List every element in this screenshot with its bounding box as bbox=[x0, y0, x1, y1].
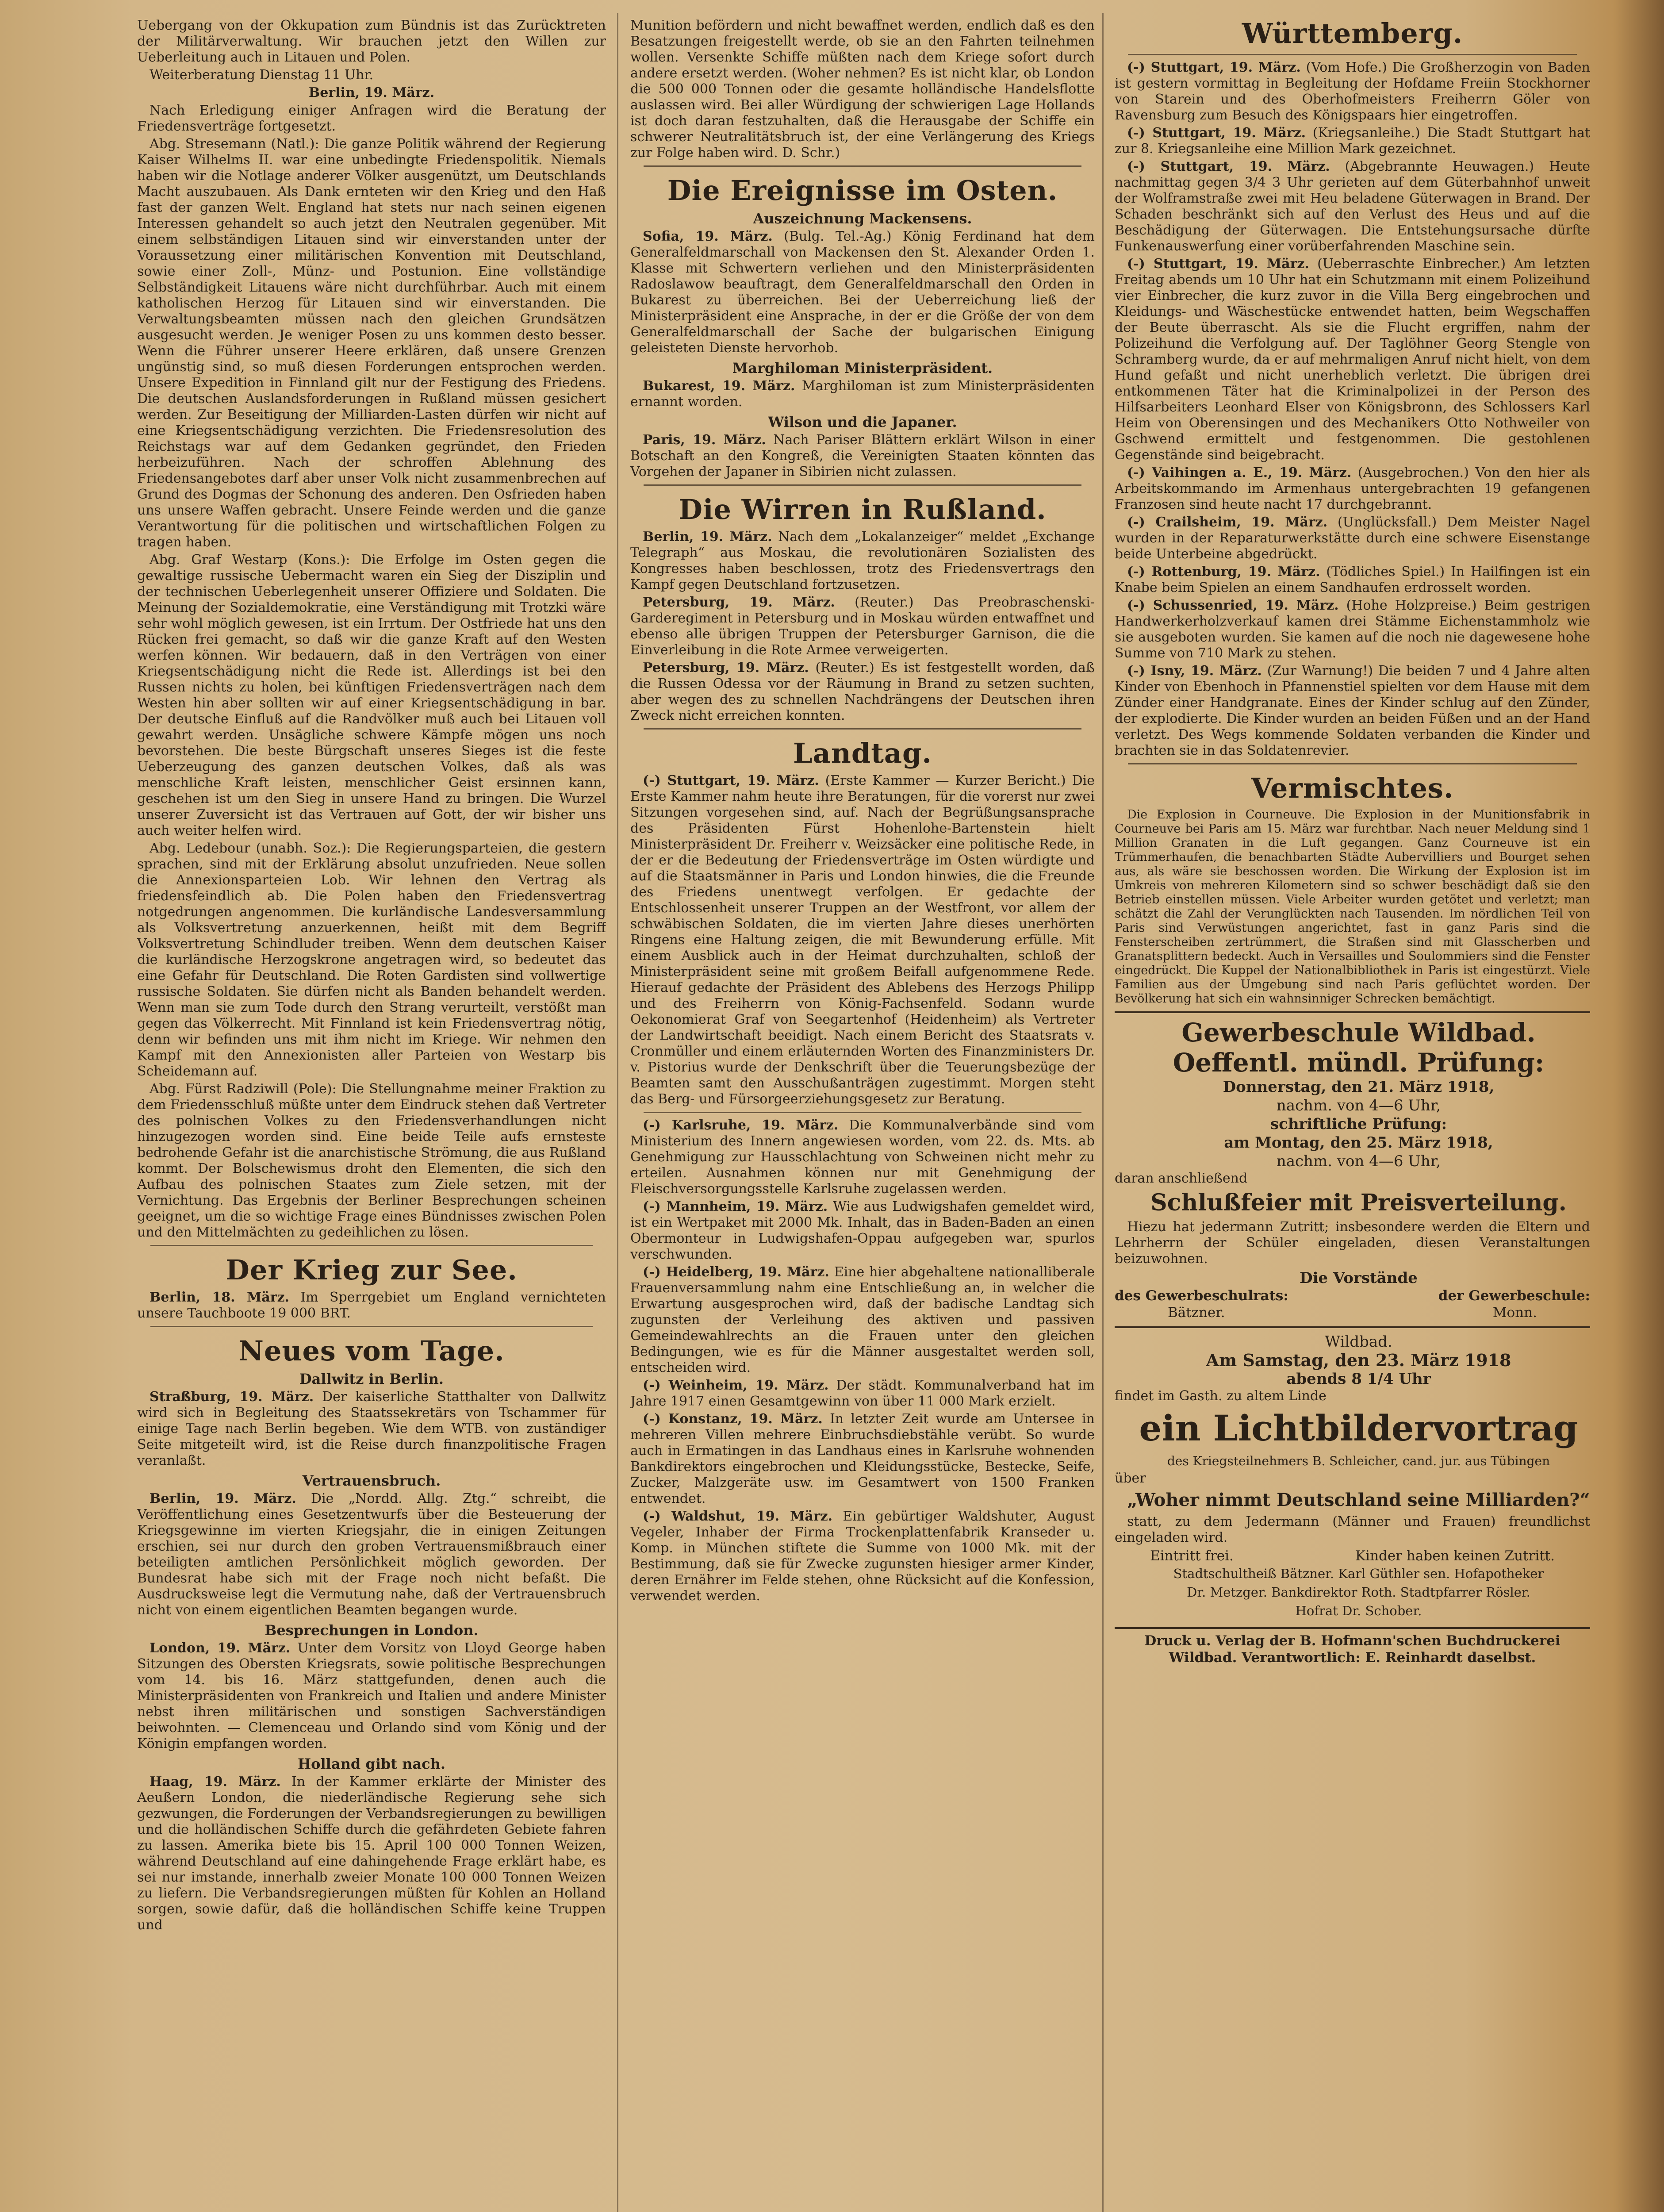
ad-signature-right: der Gewerbeschule: bbox=[1438, 1288, 1590, 1304]
article-text: Uebergang von der Okkupation zum Bündnis ist das Zurücktreten der Militärverwaltung. Wir brauchen jetzt den Willen zur Ueberleitung auch in Litauen und Polen. bbox=[137, 18, 606, 65]
section-heading: Die Ereignisse im Osten. bbox=[667, 174, 1058, 207]
ad-names: Dr. Metzger. Bankdirektor Roth. Stadtpfarrer Rösler. bbox=[1187, 1585, 1530, 1600]
article-text: (Kriegsanleihe.) Die Stadt Stuttgart hat zur 8. Kriegsanleihe eine Million Mark gezeichnet. bbox=[1115, 125, 1590, 157]
subheading: Auszeichnung Mackensens. bbox=[753, 210, 972, 227]
dateline: Berlin, 19. März. bbox=[308, 85, 435, 100]
dateline: (-) Heidelberg, 19. März. bbox=[643, 1264, 829, 1280]
column-rule bbox=[1102, 13, 1104, 2212]
ad-line: Wildbad. bbox=[1325, 1333, 1392, 1351]
dateline: (-) Stuttgart, 19. März. bbox=[643, 773, 819, 788]
dateline: (-) Vaihingen a. E., 19. März. bbox=[1127, 465, 1352, 480]
section-heading: Der Krieg zur See. bbox=[226, 1254, 518, 1286]
dateline: (-) Rottenburg, 19. März. bbox=[1127, 564, 1320, 580]
subheading: Vertrauensbruch. bbox=[302, 1472, 441, 1489]
column-right bbox=[1115, 18, 1590, 2212]
ad-entry-row bbox=[1115, 1548, 1590, 1564]
ad-line: Hiezu hat jedermann Zutritt; insbesondere werden die Eltern und Lehrherrn der Schüler eingeladen, diesen Veranstaltungen beizuwohnen. bbox=[1115, 1219, 1590, 1267]
ad-names: Hofrat Dr. Schober. bbox=[1295, 1603, 1422, 1618]
ad-names: Stadtschultheiß Bätzner. Karl Güthler sen. Hofapotheker bbox=[1173, 1566, 1544, 1581]
divider bbox=[644, 484, 1081, 486]
dateline: Sofia, 19. März. bbox=[643, 229, 773, 244]
article-text: (Ueberraschte Einbrecher.) Am letzten Freitag abends um 10 Uhr hat ein Schutzmann mit einem Polizeihund vier Einbrecher, die kurz zuvor in die Villa Berg eingebrochen und Kleidungs- und Wäschestücke entwendet hatten, beim Wegschaffen der Beute überrascht. Als sie die Flucht ergriffen, nahm der Polizeihund die Verfolgung auf. Der Taglöhner Georg Stengle von Schramberg wurde, da er auf mehrmaligen Anruf nicht hielt, von dem Hund gefaßt und nicht unerheblich verletzt. Die übrigen drei entkommenen Täter hat die Kriminalpolizei in der Person des Hilfsarbeiters Leonhard Elser von Königsbronn, des Schlossers Karl Heim von Oberensingen und des Mechanikers Otto Nothweiler von Gschwend ermittelt und festgenommen. Die gestohlenen Gegenstände sind beigebracht. bbox=[1115, 256, 1590, 463]
dateline: Haag, 19. März. bbox=[150, 1774, 281, 1790]
article-text: Marghiloman ist zum Ministerpräsidenten ernannt worden. bbox=[630, 378, 1095, 410]
ad-line: Donnerstag, den 21. März 1918, bbox=[1223, 1078, 1495, 1096]
ad-highlight: „Woher nimmt Deutschland seine Milliarden?“ bbox=[1127, 1490, 1590, 1510]
dateline: London, 19. März. bbox=[150, 1640, 291, 1656]
ad-signature-left: des Gewerbeschulrats: bbox=[1115, 1288, 1288, 1304]
dateline: (-) Crailsheim, 19. März. bbox=[1127, 515, 1328, 530]
dateline: Berlin, 19. März. bbox=[150, 1491, 296, 1506]
article-text: Eine hier abgehaltene nationalliberale Frauenversammlung nahm eine Entschließung an, in welcher die Erwartung ausgesprochen wird, daß der badische Landtag sich zugunsten der Verleihung des aktiven und passiven Gemeindewahlrechts an die Frauen unter den gleichen Bedingungen, wie es für die Männer ausgestaltet werden soll, entscheiden wird. bbox=[630, 1264, 1095, 1375]
article-text: Weiterberatung Dienstag 11 Uhr. bbox=[150, 67, 374, 83]
divider bbox=[1128, 54, 1577, 55]
article-text: Ein gebürtiger Waldshuter, August Vegeler, Inhaber der Firma Trockenplattenfabrik Kranseder u. Komp. in München stiftete die Summe von 1000 Mk. mit der Bestimmung, daß sie für Zwecke zugunsten hiesiger armer Kinder, deren Ernährer im Felde stehen, ohne Rücksicht auf die Konfession, verwendet werden. bbox=[630, 1509, 1095, 1604]
dateline: Berlin, 19. März. bbox=[643, 529, 772, 545]
dateline: (-) Karlsruhe, 19. März. bbox=[643, 1118, 839, 1133]
article-text: Nach Pariser Blättern erklärt Wilson in einer Botschaft an den Kongreß, die Vereinigten Staaten könnten das Vorgehen der Japaner in Sibirien nicht zulassen. bbox=[630, 432, 1095, 480]
dateline: Berlin, 18. März. bbox=[150, 1290, 289, 1305]
ad-line: schriftliche Prüfung: bbox=[1270, 1115, 1447, 1133]
article-text: (Tödliches Spiel.) In Hailfingen ist ein Knabe beim Spielen an einem Sandhaufen erdrosselt worden. bbox=[1115, 564, 1590, 595]
ad-line: am Montag, den 25. März 1918, bbox=[1224, 1134, 1493, 1152]
dateline: Petersburg, 19. März. bbox=[643, 595, 835, 610]
ad-line: statt, zu dem Jedermann (Männer und Frauen) freundlichst eingeladen wird. bbox=[1115, 1514, 1590, 1545]
article-text: Abg. Ledebour (unabh. Soz.): Die Regierungsparteien, die gestern sprachen, sind mit der Erklärung absolut unzufrieden. Neue sollen die Annexionsparteien Lob. Wir lehnen den Vertrag als friedensfeindlich ab. Die Polen haben den Friedensvertrag notgedrungen angenommen. Die kurländische Landesversammlung als Volksvertretung anzuerkennen, heißt mit dem Begriff Volksvertretung Schindluder treiben. Wenn dem deutschen Kaiser die kurländische Herzogskrone angetragen wird, so bedeutet das eine Gefahr für Deutschland. Die Roten Gardisten sind vollwertige russische Soldaten. Sie dürfen nicht als Banden behandelt werden. Wenn man sie zum Tode durch den Strang verurteilt, verstößt man gegen das Völkerrecht. Mit Finnland ist kein Friedensvertrag nötig, denn wir befinden uns mit ihm nicht im Kriege. Wir nehmen den Kampf mit den Annexionisten aller Parteien von Westarp bis Scheidemann auf. bbox=[137, 841, 606, 1079]
column-middle bbox=[630, 18, 1095, 2212]
dateline: (-) Konstanz, 19. März. bbox=[643, 1411, 823, 1427]
article-text: Der kaiserliche Statthalter von Dallwitz wird sich in Begleitung des Staatssekretärs von Tschammer für einige Tage nach Berlin begeben. Wie dem WTB. von zuständiger Seite mitgeteilt wird, ist die Reise durch finanzpolitische Fragen veranlaßt. bbox=[137, 1389, 606, 1468]
article-text: Munition befördern und nicht bewaffnet werden, endlich daß es den Besatzungen freigestellt werde, ob sie an den Fahrten teilnehmen wollen. Versenkte Schiffe müßten nach dem Kriege sofort durch andere ersetzt werden. (Woher nehmen? Es ist nicht klar, ob London die 500 000 Tonnen oder die gesamte holländische Handelsflotte auslassen wird. Bei aller Würdigung der schwierigen Lage Hollands ist doch daran festzuhalten, daß die Herausgabe der Schiffe ein schwerer Neutralitätsbruch ist, der eine Verlängerung des Kriegs zur Folge haben wird. D. Schr.) bbox=[630, 18, 1095, 161]
dateline: Petersburg, 19. März. bbox=[643, 660, 809, 676]
subheading: Marghiloman Ministerpräsident. bbox=[732, 360, 993, 376]
divider bbox=[644, 1112, 1081, 1113]
ad-line: Am Samstag, den 23. März 1918 bbox=[1206, 1350, 1511, 1370]
ad-signature-row bbox=[1115, 1287, 1590, 1304]
dateline: (-) Stuttgart, 19. März. bbox=[1127, 125, 1306, 141]
section-heading: Die Wirren in Rußland. bbox=[679, 493, 1047, 526]
divider bbox=[150, 1245, 593, 1246]
subheading: Wilson und die Japaner. bbox=[768, 414, 957, 430]
article-text: Nach Erledigung einiger Anfragen wird die Beratung der Friedensverträge fortgesetzt. bbox=[137, 103, 606, 134]
dateline: (-) Isny, 19. März. bbox=[1127, 663, 1262, 679]
section-heading: Vermischtes. bbox=[1251, 772, 1454, 804]
dateline: (-) Stuttgart, 19. März. bbox=[1127, 256, 1309, 272]
subheading: Dallwitz in Berlin. bbox=[299, 1371, 444, 1387]
dateline: Straßburg, 19. März. bbox=[150, 1389, 314, 1405]
dateline: (-) Mannheim, 19. März. bbox=[643, 1199, 828, 1214]
ad-line: nachm. von 4—6 Uhr, bbox=[1276, 1097, 1441, 1114]
article-text: (Reuter.) Das Preobraschenski-Garderegiment in Petersburg und in Moskau würden entwaffnet und ebenso alle übrigen Truppen der Petersburger Garnison, die die Einverleibung in die Rote Armee verweigerten. bbox=[630, 595, 1095, 658]
column-rule bbox=[617, 13, 618, 2212]
article-text: (Erste Kammer — Kurzer Bericht.) Die Erste Kammer nahm heute ihre Beratungen, für die vorerst nur zwei Sitzungen vorgesehen sind, auf. Nach der Begrüßungsansprache des Präsidenten Fürst Hohenlohe-Bartenstein hielt Ministerpräsident Dr. Freiherr v. Weizsäcker eine politische Rede, in der er die Bedeutung der Friedensverträge im Osten würdigte und auf die Staatsmänner in Paris und London hinwies, die die Freunde des Friedens unentwegt verfolgen. Er gedachte der Entschlossenheit unserer Truppen an der Westfront, vor allem der schwäbischen Soldaten, die im vierten Jahre dieses unerhörten Ringens eine Haltung zeigen, die mit Bewunderung erfülle. Mit einem Ausblick auch in der Heimat durchzuhalten, schloß der Ministerpräsident seine mit großem Beifall aufgenommene Rede. Hierauf gedachte der Präsident des Ablebens des Herzogs Philipp und des Freiherrn von König-Fachsenfeld. Sodann wurde Oekonomierat Graf von Seegartenhof (Heidenheim) als Vertreter der Landwirtschaft beeidigt. Nach einem Bericht des Staatsrats v. Cronmüller und einem erläuternden Worten des Finanzministers Dr. v. Pistorius wurde der Denkschrift über die Teuerungsbezüge der Beamten samt den Ausschußanträgen zugestimmt. Morgen steht das Berg- und Fürsorgeerziehungsgesetz zur Beratung. bbox=[630, 773, 1095, 1107]
advertisement-lichtbildervortrag bbox=[1115, 1326, 1590, 1620]
ad-line: nachm. von 4—6 Uhr, bbox=[1276, 1152, 1441, 1170]
article-text: Im Sperrgebiet um England vernichteten unsere Tauchboote 19 000 BRT. bbox=[137, 1290, 606, 1321]
article-text: (Zur Warnung!) Die beiden 7 und 4 Jahre alten Kinder von Ebenhoch in Pfannenstiel spielten vor dem Hause mit dem Zünder einer Handgranate. Eines der Kinder schlug auf den Zünder, der explodierte. Die Kinder wurden an beiden Füßen und an der Hand verletzt. Des Wegs kommende Soldaten verbanden die Kinder und brachten sie in das Soldatenrevier. bbox=[1115, 663, 1590, 758]
article-text: Der städt. Kommunalverband hat im Jahre 1917 einen Gesamtgewinn von über 11 000 Mark erzielt. bbox=[630, 1378, 1095, 1409]
imprint-line: Druck u. Verlag der B. Hofmann'schen Buchdruckerei bbox=[1144, 1633, 1560, 1649]
subheading: Besprechungen in London. bbox=[265, 1622, 479, 1639]
subheading: Holland gibt nach. bbox=[297, 1755, 446, 1772]
dateline: (-) Schussenried, 19. März. bbox=[1127, 598, 1339, 613]
dateline: (-) Stuttgart, 19. März. bbox=[1127, 60, 1301, 75]
article-text: Die Kommunalverbände sind vom Ministerium des Innern angewiesen worden, vom 22. ds. Mts. ab Genehmigung zur Hausschlachtung von Schweinen nicht mehr zu erteilen. Ausnahmen können nur mit Genehmigung der Fleischversorgungsstelle Karlsruhe zugelassen werden. bbox=[630, 1118, 1095, 1197]
divider bbox=[644, 728, 1081, 730]
article-text: (Ausgebrochen.) Von den hier als Arbeitskommando im Armenhaus untergebrachten 19 gefangenen Franzosen sind heute nacht 17 durchgebrannt. bbox=[1115, 465, 1590, 512]
imprint bbox=[1115, 1627, 1590, 1666]
ad-name: Bätzner. bbox=[1168, 1305, 1225, 1321]
article-text: In letzter Zeit wurde am Untersee in mehreren Villen mehrere Einbruchsdiebstähle verübt. So wurde auch in Ermatingen in das Landhaus eines in Karlsruhe wohnenden Bankdirektors eingebrochen und Kleidungsstücke, Bestecke, Seife, Zucker, Malzgeräte usw. im Gesamtwert von 1500 Franken entwendet. bbox=[630, 1411, 1095, 1506]
column-left bbox=[137, 18, 606, 2212]
article-text: Unter dem Vorsitz von Lloyd George haben Sitzungen des Obersten Kriegsrats, sowie politische Besprechungen vom 14. bis 16. März stattgefunden, denen auch die Ministerpräsidenten von Frankreich und Italien und andere Minister nebst ihren militärischen und sonstigen Sachverständigen beiwohnten. — Clemenceau und Orlando sind vom König und der Königin empfangen worden. bbox=[137, 1640, 606, 1751]
dateline: (-) Stuttgart, 19. März. bbox=[1127, 159, 1330, 174]
ad-title: Gewerbeschule Wildbad. bbox=[1181, 1018, 1536, 1048]
article-text: Abg. Fürst Radziwill (Pole): Die Stellungnahme meiner Fraktion zu dem Friedensschluß müßte unter dem Eindruck stehen daß Vertreter des polnischen Volkes zu den Friedensverhandlungen nicht hinzugezogen worden sind. Eine beide Teile aufs ernsteste bedrohende Gefahr ist die anarchistische Strömung, die aus Rußland kommt. Der Bolschewismus droht den Elementen, die sich den Aufbau des polnischen Staates zum Ziele setzen, mit der Vernichtung. Das Ergebnis der Berliner Besprechungen scheinen geeignet, um die so wichtige Frage eines Bündnisses zwischen Polen und den Mittelmächten zu gedeihlichen zu lösen. bbox=[137, 1081, 606, 1240]
ad-signature: Die Vorstände bbox=[1300, 1269, 1418, 1287]
article-text: Die Explosion in Courneuve. Die Explosion in der Munitionsfabrik in Courneuve bei Paris am 15. März war furchtbar. Nach neuer Meldung sind 1 Million Granaten in die Luft gegangen. Ganz Courneuve ist ein Trümmerhaufen, die benachbarten Städte Aubervilliers und Bourget sehen aus, als wäre sie beschossen worden. Die Wirkung der Explosion ist im Umkreis von mehreren Kilometern sind so schwer beschädigt daß sie den Betrieb einstellen müssen. Viele Arbeiter wurden getötet und verletzt; man schätzt die Zahl der Verunglückten nach Tausenden. Im nördlichen Teil von Paris sind Verwüstungen angerichtet, fast in ganz Paris sind die Fensterscheiben zertrümmert, die Straßen sind mit Glasscherben und Granatsplittern bedeckt. Auch in Versailles und Soulommiers sind die Fenster eingedrückt. Die Kuppel der Nationalbibliothek in Paris ist eingestürzt. Viele Familien aus der Umgebung sind nach Paris geflüchtet worden. Der Bevölkerung hat sich ein wahnsinniger Schrecken bemächtigt. bbox=[1115, 808, 1590, 1006]
imprint-line: Wildbad. Verantwortlich: E. Reinhardt daselbst. bbox=[1169, 1650, 1536, 1666]
ad-line: des Kriegsteilnehmers B. Schleicher, cand. jur. aus Tübingen bbox=[1167, 1454, 1550, 1468]
ad-signature-names bbox=[1115, 1304, 1590, 1321]
article-text: Die „Nordd. Allg. Ztg.“ schreibt, die Veröffentlichung eines Gesetzentwurfs über die Besteuerung der Kriegsgewinne im vierten Kriegsjahr, die in einigen Zeitungen erschien, sei nur durch den groben Vertrauensmißbrauch einer beteiligten amtlichen Persönlichkeit möglich geworden. Der Bundesrat habe sich mit der Frage noch nicht befaßt. Die Ausdrucksweise legt die Vermutung nahe, daß der Vertrauensbruch nicht von einem eigentlichen Beamten begangen wurde. bbox=[137, 1491, 606, 1618]
article-text: Abg. Stresemann (Natl.): Die ganze Politik während der Regierung Kaiser Wilhelms II. war eine unbedingte Friedenspolitik. Niemals haben wir die Notlage anderer Völker ausgenützt, um Deutschlands Macht auszubauen. Als Dank ernteten wir den Krieg und den Haß fast der ganzen Welt. England hat stets nur nach seinen eigenen Interessen gehandelt so auch jetzt den Neutralen gegenüber. Mit einem selbständigen Litauen sind wir einverstanden unter der Voraussetzung einer militärischen Konvention mit Deutschland, sowie einer Zoll-, Münz- und Postunion. Eine vollständige Selbständigkeit Litauens wäre nicht durchführbar. Auch mit einem katholischen Herzog für Litauen sind wir einverstanden. Die Verwaltungsbeamten müssen nach den gleichen Grundsätzen ausgesucht werden. Je weniger Posen zu uns kommen desto besser. Wenn die Führer unserer Heere erklären, daß unsere Grenzen ungünstig sind, so muß diesen Forderungen entsprochen werden. Unsere Expedition in Finnland gilt nur der Festigung des Friedens. Die deutschen Auslandsforderungen in Rußland müssen gesichert werden. Zur Beseitigung der Milliarden-Lasten dürfen wir nicht auf eine Kriegsentschädigung verzichten. Die Friedensresolution des Reichstags war auf dem Gedanken gegründet, den Frieden herbeizuführen. Nach der schroffen Ablehnung des Friedensangebotes darf aber unser Volk nicht zusammenbrechen auf Grund des Dogmas der Schonung des anderen. Den Osfrieden haben uns unsere Waffen gebracht. Unsere Feinde werden und die ganze Verantwortung für die politischen und wirtschaftlichen Folgen zu tragen haben. bbox=[137, 136, 606, 550]
divider bbox=[644, 165, 1081, 167]
ad-line: Eintritt frei. bbox=[1150, 1548, 1234, 1564]
ad-highlight: ein Lichtbildervortrag bbox=[1139, 1407, 1578, 1449]
dateline: Bukarest, 19. März. bbox=[643, 378, 795, 394]
ad-highlight: Schlußfeier mit Preisverteilung. bbox=[1150, 1189, 1567, 1216]
ad-line: findet im Gasth. zu altem Linde bbox=[1115, 1388, 1327, 1404]
divider bbox=[1128, 763, 1577, 764]
section-heading: Neues vom Tage. bbox=[238, 1335, 505, 1367]
ad-line: über bbox=[1115, 1471, 1146, 1486]
section-heading: Württemberg. bbox=[1242, 18, 1463, 50]
article-text: (Unglücksfall.) Dem Meister Nagel wurden in der Reparaturwerkstätte durch eine schwere Eisenstange beide Unterbeine abgedrückt. bbox=[1115, 515, 1590, 562]
article-text: Abg. Graf Westarp (Kons.): Die Erfolge im Osten gegen die gewaltige russische Uebermacht waren ein Sieg der Disziplin und der technischen Ueberlegenheit unserer Offiziere und Soldaten. Die Meinung der Sozialdemokratie, eine Verständigung mit Trotzki wäre sehr wohl möglich gewesen, ist ein Irrtum. Der Ostfriede hat uns den Rücken frei gemacht, so daß wir die ganze Kraft auf den Westen werfen können. Wir bedauern, daß in den Verträgen von einer Kriegsentschädigung nicht die Rede ist. Allerdings ist bei den Russen nichts zu holen, bei künftigen Friedensverträgen nach dem Westen hin aber sollten wir auf einer Kriegsentschädigung in bar. Der deutsche Einfluß auf die Randvölker muß auch bei Litauen voll gewahrt werden. Unsägliche schwere Kämpfe mögen uns noch bevorstehen. Die beste Bürgschaft unseres Sieges ist die feste Ueberzeugung des ganzen deutschen Volkes, daß als was menschliche Kraft leisten, menschlicher Geist ersinnen kann, geschehen ist um den Sieg in unsere Hand zu bringen. Die Wurzel unserer Zuversicht ist das Vertrauen auf Gott, der wir bisher uns auch weiter helfen wird. bbox=[137, 552, 606, 838]
ad-line: Kinder haben keinen Zutritt. bbox=[1355, 1548, 1555, 1564]
article-text: (Bulg. Tel.-Ag.) König Ferdinand hat dem Generalfeldmarschall von Mackensen den St. Alexander Orden 1. Klasse mit Schwertern verliehen und den Ministerpräsidenten Radoslawow beauftragt, dem Generalfeldmarschall den Orden in Bukarest zu überreichen. Bei der Ueberreichung ließ der Ministerpräsident eine Ansprache, in der er die Größe der von dem Generalfeldmarschall der Sache der bulgarischen Einigung geleisteten Dienste hervorhob. bbox=[630, 229, 1095, 356]
dateline: (-) Weinheim, 19. März. bbox=[643, 1378, 829, 1393]
ad-line: daran anschließend bbox=[1115, 1171, 1248, 1186]
dateline: Paris, 19. März. bbox=[643, 432, 766, 448]
advertisement-gewerbeschule bbox=[1115, 1011, 1590, 1321]
section-heading: Landtag. bbox=[793, 737, 932, 769]
ad-name: Monn. bbox=[1492, 1305, 1537, 1321]
article-text: Nach dem „Lokalanzeiger“ meldet „Exchange Telegraph“ aus Moskau, die revolutionären Sozialisten des Kongresses haben beschlossen, trotz des Friedensvertrags den Kampf gegen Deutschland fortzusetzen. bbox=[630, 529, 1095, 592]
article-text: Wie aus Ludwigshafen gemeldet wird, ist ein Wertpaket mit 2000 Mk. Inhalt, das in Baden-Baden an einen Obermonteur in Ludwigshafen-Oppau aufgegeben war, spurlos verschwunden. bbox=[630, 1199, 1095, 1262]
article-text: In der Kammer erklärte der Minister des Aeußern London, die niederländische Regierung sehe sich gezwungen, die Forderungen der Verbandsregierungen zu bewilligen und die holländischen Schiffe durch die gefährdeten Gebiete fahren zu lassen. Amerika biete bis 15. April 100 000 Tonnen Weizen, während Deutschland auf eine dahingehende Frage erklärt habe, es sei nur imstande, innerhalb zweier Monate 100 000 Tonnen Weizen zu liefern. Die Verbandsregierungen müßten für Kohlen an Holland sorgen, sowie dafür, daß die holländischen Schiffe keine Truppen und bbox=[137, 1774, 606, 1933]
dateline: (-) Waldshut, 19. März. bbox=[643, 1509, 833, 1524]
ad-title: Oeffentl. mündl. Prüfung: bbox=[1173, 1048, 1545, 1078]
article-text: (Abgebrannte Heuwagen.) Heute nachmittag gegen 3/4 3 Uhr gerieten auf dem Güterbahnhof unweit der Wolframstraße zwei mit Heu beladene Güterwagen in Brand. Der Schaden beschränkt sich auf den Verlust des Heus und auf die Beschädigung der Güterwagen. Die Entstehungsursache dürfte Funkenauswerfung einer vorüberfahrenden Maschine sein. bbox=[1115, 159, 1590, 254]
article-text: (Hohe Holzpreise.) Beim gestrigen Handwerkerholzverkauf kamen drei Stämme Eichenstammholz wie sie ausgeboten wurden. Sie kamen auf die noch nie dagewesene hohe Summe von 710 Mark zu stehen. bbox=[1115, 598, 1590, 661]
article-text: (Reuter.) Es ist festgestellt worden, daß die Russen Odessa vor der Räumung in Brand zu setzen suchten, aber wegen des zu schnellen Nachdrängens der Deutschen ihren Zweck nicht erreichen konnten. bbox=[630, 660, 1095, 723]
article-text: (Vom Hofe.) Die Großherzogin von Baden ist gestern vormittag in Begleitung der Hofdame Freiin Stockhorner von Starein und des Oberhofmeisters Freiherrn Göler von Ravensburg zum Besuch des Königspaars hier eingetroffen. bbox=[1115, 60, 1590, 123]
divider bbox=[150, 1326, 593, 1327]
ad-line: abends 8 1/4 Uhr bbox=[1286, 1370, 1431, 1388]
